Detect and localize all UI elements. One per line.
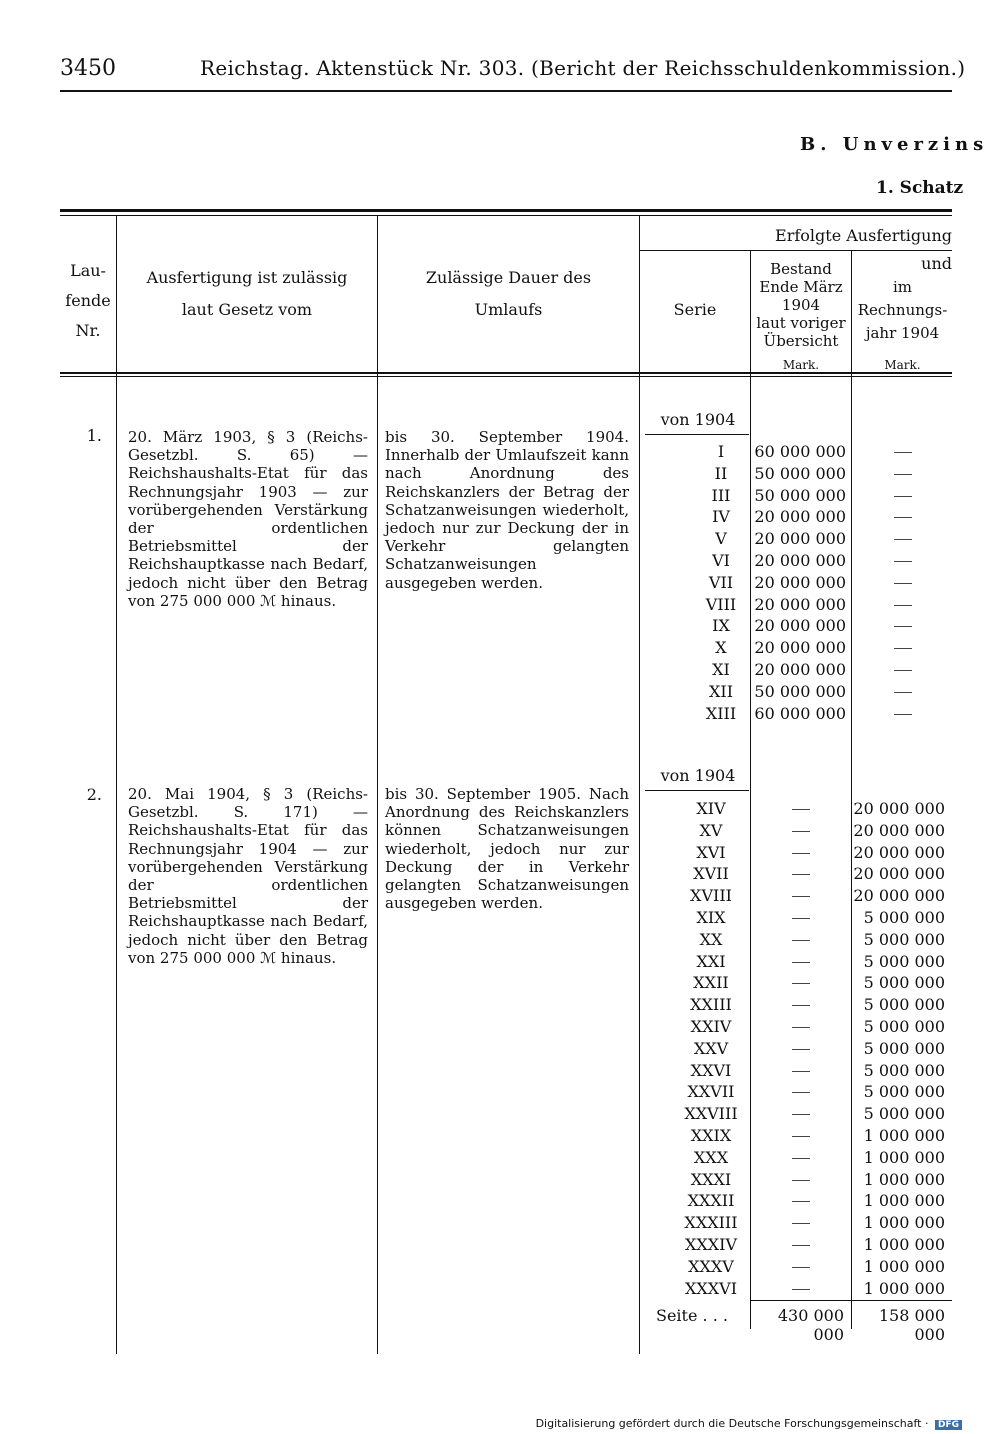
unit-rechnungsjahr: Mark. bbox=[884, 358, 921, 372]
bestand-dash bbox=[752, 1038, 850, 1060]
rechnungsjahr-value: 1 000 000 bbox=[863, 1169, 945, 1189]
dash-mark bbox=[894, 626, 912, 627]
serie-value: XXVI bbox=[690, 1060, 732, 1080]
header-bottom-rule-thin bbox=[60, 376, 952, 377]
dash-mark bbox=[894, 583, 912, 584]
sum-label: Seite . . . bbox=[656, 1306, 728, 1325]
dash-mark bbox=[792, 1005, 810, 1006]
row-2-rechnungsjahr-list bbox=[853, 798, 945, 1299]
serie-value: XXXVI bbox=[684, 1278, 738, 1298]
bestand-value: 20 000 000 bbox=[754, 616, 846, 636]
dash-mark bbox=[792, 874, 810, 875]
serie-value: XII bbox=[708, 681, 734, 701]
row-2-gesetz: 20. Mai 1904, § 3 (Reichs-Gesetzbl. S. 171) — Reichshaushalts-Etat für das Rechnungsjahr 1904 — zur vorübergehenden Verstärkung der ordentlichen Betriebsmittel der Reichshauptkasse nach Bedarf, jedoch nicht über den Betrag von 275 000 000 ℳ hinaus. bbox=[128, 785, 368, 967]
rechnungsjahr-dash bbox=[853, 681, 952, 703]
rechnungsjahr-value: 5 000 000 bbox=[863, 951, 945, 971]
row-2-von-rule bbox=[645, 790, 749, 791]
bestand-dash bbox=[752, 1190, 850, 1212]
dash-mark bbox=[792, 918, 810, 919]
dash-mark bbox=[894, 692, 912, 693]
row-1-number: 1. bbox=[86, 426, 102, 445]
row-2-von: von 1904 bbox=[660, 766, 736, 785]
serie-value: XXIV bbox=[690, 1016, 732, 1036]
dash-mark bbox=[792, 831, 810, 832]
row-1-von: von 1904 bbox=[660, 410, 736, 429]
serie-value: XXXIII bbox=[684, 1213, 738, 1233]
dash-mark bbox=[792, 1201, 810, 1202]
rechnungsjahr-value: 5 000 000 bbox=[863, 1060, 945, 1080]
serie-value: XX bbox=[699, 929, 723, 949]
dash-mark bbox=[792, 853, 810, 854]
row-2-series-list bbox=[665, 798, 757, 1299]
row-2-bestand-list bbox=[752, 798, 850, 1299]
serie-value: XXXIV bbox=[684, 1234, 738, 1254]
row-2-number: 2. bbox=[86, 785, 102, 804]
rechnungsjahr-dash bbox=[853, 463, 952, 485]
bestand-dash bbox=[752, 994, 850, 1016]
serie-value: XXXI bbox=[690, 1169, 732, 1189]
bestand-dash bbox=[752, 972, 850, 994]
rechnungsjahr-value: 5 000 000 bbox=[863, 1016, 945, 1036]
rechnungsjahr-value: 1 000 000 bbox=[863, 1256, 945, 1276]
bestand-dash bbox=[752, 820, 850, 842]
rechnungsjahr-value: 1 000 000 bbox=[863, 1278, 945, 1298]
bestand-dash bbox=[752, 1016, 850, 1038]
rechnungsjahr-dash bbox=[853, 703, 952, 725]
header-bestand-line-1: Bestand bbox=[770, 260, 832, 278]
dash-mark bbox=[792, 1027, 810, 1028]
rechnungsjahr-value: 5 000 000 bbox=[863, 1104, 945, 1124]
bestand-value: 50 000 000 bbox=[754, 681, 846, 701]
footer-text: Digitalisierung gefördert durch die Deutsche Forschungsgemeinschaft · bbox=[535, 1417, 929, 1430]
bestand-dash bbox=[752, 1169, 850, 1191]
header-dauer-line-2: Umlaufs bbox=[474, 300, 543, 319]
bestand-value: 50 000 000 bbox=[754, 485, 846, 505]
rechnungsjahr-dash bbox=[853, 615, 952, 637]
rechnungsjahr-value: 1 000 000 bbox=[863, 1234, 945, 1254]
sum-bestand: 430 000 000 bbox=[777, 1306, 844, 1344]
bestand-dash bbox=[752, 863, 850, 885]
rechnungsjahr-value: 5 000 000 bbox=[863, 1038, 945, 1058]
bestand-value: 60 000 000 bbox=[754, 442, 846, 461]
dash-mark bbox=[792, 1049, 810, 1050]
serie-value: XIII bbox=[705, 703, 737, 723]
header-rechnungsjahr-line-1: im bbox=[892, 278, 913, 296]
bestand-dash bbox=[752, 842, 850, 864]
row-1-dauer: bis 30. September 1904. Innerhalb der Umlaufszeit kann nach Anordnung des Reichskanzlers der Betrag der Schatzanweisungen wiederholt, jedoch nur zur Deckung der in Verkehr gelangten Schatzanweisungen ausgegeben werden. bbox=[385, 428, 629, 592]
bestand-dash bbox=[752, 1256, 850, 1278]
header-bestand-line-2: Ende März bbox=[759, 278, 843, 296]
serie-value: XV bbox=[699, 820, 723, 840]
dash-mark bbox=[792, 983, 810, 984]
bestand-dash bbox=[752, 907, 850, 929]
serie-value: IX bbox=[712, 616, 730, 636]
serie-value: VIII bbox=[705, 594, 737, 614]
rechnungsjahr-dash bbox=[853, 550, 952, 572]
dash-mark bbox=[792, 896, 810, 897]
rechnungsjahr-dash bbox=[853, 572, 952, 594]
column-divider-1 bbox=[116, 216, 117, 1354]
dfg-logo: DFG bbox=[935, 1420, 962, 1430]
serie-value: IV bbox=[712, 507, 730, 527]
bestand-dash bbox=[752, 1278, 850, 1300]
dash-mark bbox=[894, 670, 912, 671]
rechnungsjahr-dash bbox=[853, 528, 952, 550]
rechnungsjahr-value: 5 000 000 bbox=[863, 995, 945, 1015]
header-bestand-line-3: 1904 bbox=[781, 296, 821, 314]
bestand-dash bbox=[752, 1212, 850, 1234]
dash-mark bbox=[792, 1223, 810, 1224]
serie-value: XXXV bbox=[688, 1256, 734, 1276]
bestand-value: 20 000 000 bbox=[754, 572, 846, 592]
dash-mark bbox=[792, 1114, 810, 1115]
header-rule bbox=[60, 90, 952, 92]
bestand-dash bbox=[752, 1081, 850, 1103]
bestand-value: 20 000 000 bbox=[754, 594, 846, 614]
serie-value: XXI bbox=[696, 951, 726, 971]
serie-value: III bbox=[711, 485, 731, 505]
header-gesetz bbox=[118, 262, 376, 326]
unit-bestand: Mark. bbox=[782, 358, 820, 372]
page-number: 3450 bbox=[60, 56, 116, 81]
bestand-value: 60 000 000 bbox=[754, 703, 846, 723]
serie-value: XVI bbox=[696, 842, 726, 862]
serie-value: XXVII bbox=[687, 1082, 735, 1102]
bestand-dash bbox=[752, 951, 850, 973]
header-lfd-line-3: Nr. bbox=[75, 321, 101, 340]
dash-mark bbox=[894, 452, 912, 453]
dash-mark bbox=[792, 1136, 810, 1137]
row-1-rechnungsjahr-list bbox=[853, 441, 952, 724]
header-gesetz-line-1: Ausfertigung ist zulässig bbox=[146, 268, 348, 287]
row-1-gesetz: 20. März 1903, § 3 (Reichs-Gesetzbl. S. 65) — Reichshaushalts-Etat für das Rechnungsjahr 1903 — zur vorübergehenden Verstärkung der ordentlichen Betriebsmittel der Reichshauptkasse nach Bedarf, jedoch nicht über den Betrag von 275 000 000 ℳ hinaus. bbox=[128, 428, 368, 610]
rechnungsjahr-dash bbox=[853, 506, 952, 528]
serie-value: VII bbox=[708, 572, 734, 592]
dash-mark bbox=[792, 1289, 810, 1290]
row-2-dauer: bis 30. September 1905. Nach Anordnung des Reichskanzlers können Schatzanweisungen wiederholt, jedoch nur zur Deckung der in Verkehr gelangten Schatzanweisungen ausgegeben werden. bbox=[385, 785, 629, 913]
bestand-dash bbox=[752, 1234, 850, 1256]
serie-value: XXXII bbox=[687, 1191, 735, 1211]
header-bestand-line-5: Übersicht bbox=[763, 332, 839, 350]
rechnungsjahr-value: 20 000 000 bbox=[853, 820, 945, 840]
serie-value: XVII bbox=[693, 864, 729, 884]
bestand-value: 20 000 000 bbox=[754, 507, 846, 527]
table-top-rule-thin bbox=[60, 215, 952, 216]
serie-value: XXIII bbox=[690, 995, 732, 1015]
table-top-rule bbox=[60, 209, 952, 212]
dash-mark bbox=[792, 1245, 810, 1246]
header-rechnungsjahr-line-3: jahr 1904 bbox=[865, 324, 940, 342]
dash-mark bbox=[792, 940, 810, 941]
rechnungsjahr-value: 1 000 000 bbox=[863, 1213, 945, 1233]
header-lfd-line-1: Lau- bbox=[70, 261, 106, 280]
row-1-series-list bbox=[680, 441, 762, 724]
bestand-value: 20 000 000 bbox=[754, 550, 846, 570]
dash-mark bbox=[792, 1071, 810, 1072]
dash-mark bbox=[894, 474, 912, 475]
column-divider-2 bbox=[377, 216, 378, 1354]
serie-value: II bbox=[714, 463, 728, 483]
rechnungsjahr-value: 20 000 000 bbox=[853, 799, 945, 818]
serie-value: V bbox=[715, 529, 727, 549]
serie-value: XIV bbox=[696, 799, 726, 818]
rechnungsjahr-value: 5 000 000 bbox=[863, 929, 945, 949]
rechnungsjahr-dash bbox=[853, 485, 952, 507]
dash-mark bbox=[894, 561, 912, 562]
bestand-dash bbox=[752, 798, 850, 820]
header-group: Erfolgte Ausfertigung und bbox=[775, 226, 952, 273]
bestand-dash bbox=[752, 929, 850, 951]
column-divider-3 bbox=[639, 216, 640, 1354]
serie-value: XIX bbox=[696, 907, 726, 927]
bestand-dash bbox=[752, 885, 850, 907]
bestand-dash bbox=[752, 1147, 850, 1169]
header-serie: Serie bbox=[673, 300, 717, 319]
rechnungsjahr-value: 5 000 000 bbox=[863, 907, 945, 927]
dash-mark bbox=[894, 648, 912, 649]
dash-mark bbox=[792, 962, 810, 963]
serie-value: XXX bbox=[693, 1147, 729, 1167]
dash-mark bbox=[894, 517, 912, 518]
rechnungsjahr-dash bbox=[853, 441, 952, 463]
serie-value: XXVIII bbox=[684, 1104, 738, 1124]
header-lfd-line-2: fende bbox=[65, 291, 111, 310]
rechnungsjahr-dash bbox=[853, 659, 952, 681]
row-1-von-rule bbox=[645, 434, 749, 435]
serie-value: XXV bbox=[693, 1038, 729, 1058]
dash-mark bbox=[792, 1267, 810, 1268]
dash-mark bbox=[792, 809, 810, 810]
header-rechnungsjahr-line-2: Rechnungs- bbox=[857, 301, 948, 319]
header-rechnungsjahr bbox=[853, 276, 952, 345]
header-bestand-line-4: laut voriger bbox=[756, 314, 846, 332]
dash-mark bbox=[894, 605, 912, 606]
rechnungsjahr-value: 1 000 000 bbox=[863, 1125, 945, 1145]
row-1-bestand-list bbox=[752, 441, 846, 724]
section-title: B. Unverzins bbox=[800, 134, 989, 155]
footer bbox=[536, 1417, 962, 1430]
header-dauer-line-1: Zulässige Dauer des bbox=[425, 268, 592, 287]
bestand-value: 20 000 000 bbox=[754, 529, 846, 549]
sum-rechnungsjahr: 158 000 000 bbox=[878, 1306, 945, 1344]
rechnungsjahr-value: 1 000 000 bbox=[863, 1147, 945, 1167]
serie-value: XXII bbox=[693, 973, 729, 993]
running-title: Reichstag. Aktenstück Nr. 303. (Bericht der Reichsschuldenkommission.) bbox=[200, 56, 966, 80]
serie-value: XI bbox=[712, 659, 730, 679]
header-lfd-nr bbox=[62, 256, 114, 346]
header-bottom-rule bbox=[60, 372, 952, 374]
serie-value: XXIX bbox=[690, 1125, 732, 1145]
rechnungsjahr-dash bbox=[853, 594, 952, 616]
serie-value: XVIII bbox=[690, 886, 732, 906]
serie-value: X bbox=[715, 638, 727, 658]
bestand-dash bbox=[752, 1103, 850, 1125]
rechnungsjahr-value: 5 000 000 bbox=[863, 973, 945, 993]
rechnungsjahr-dash bbox=[853, 637, 952, 659]
serie-value: I bbox=[717, 442, 725, 461]
rechnungsjahr-value: 5 000 000 bbox=[863, 1082, 945, 1102]
header-bestand bbox=[752, 260, 850, 350]
sum-rule bbox=[751, 1300, 952, 1301]
dash-mark bbox=[894, 496, 912, 497]
rechnungsjahr-value: 20 000 000 bbox=[853, 864, 945, 884]
rechnungsjahr-value: 20 000 000 bbox=[853, 886, 945, 906]
dash-mark bbox=[894, 539, 912, 540]
bestand-value: 20 000 000 bbox=[754, 659, 846, 679]
dash-mark bbox=[792, 1158, 810, 1159]
rechnungsjahr-value: 20 000 000 bbox=[853, 842, 945, 862]
bestand-dash bbox=[752, 1125, 850, 1147]
bestand-dash bbox=[752, 1060, 850, 1082]
rechnungsjahr-value: 1 000 000 bbox=[863, 1191, 945, 1211]
bestand-value: 20 000 000 bbox=[754, 638, 846, 658]
dash-mark bbox=[792, 1180, 810, 1181]
dash-mark bbox=[894, 714, 912, 715]
subsection-title: 1. Schatz bbox=[876, 178, 964, 198]
dash-mark bbox=[792, 1092, 810, 1093]
serie-value: VI bbox=[712, 550, 730, 570]
header-gesetz-line-2: laut Gesetz vom bbox=[181, 300, 313, 319]
column-divider-5 bbox=[851, 251, 852, 1329]
header-dauer bbox=[379, 262, 638, 326]
bestand-value: 50 000 000 bbox=[754, 463, 846, 483]
